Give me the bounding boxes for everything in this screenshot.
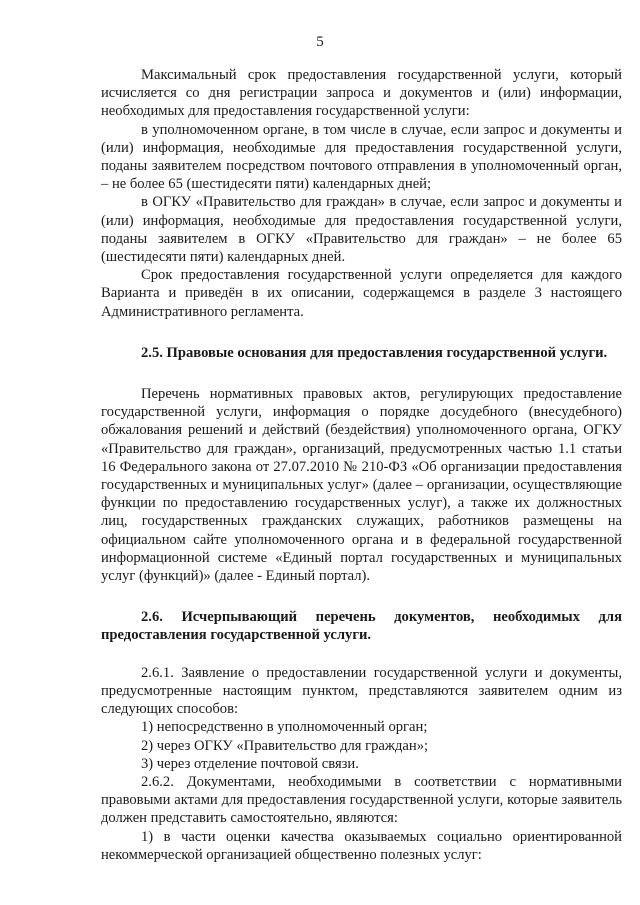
page-number: 5: [316, 34, 324, 50]
document-body: [101, 66, 622, 864]
paragraph: Максимальный срок предоставления государственной услуги, который исчисляется со дня регистрации запроса и документов и (или) информации, необходимых для предоставления государственной услуги:: [101, 67, 622, 120]
list-item: 2) через ОГКУ «Правительство для граждан»;: [141, 737, 429, 754]
list-item: 3) через отделение почтовой связи.: [141, 755, 359, 772]
paragraph: Срок предоставления государственной услуги определяется для каждого Варианта и приведён в их описании, содержащемся в разделе 3 настоящего Административного регламента.: [101, 267, 622, 320]
list-item: 1) непосредственно в уполномоченный орган;: [141, 719, 428, 736]
paragraph: 2.6.2. Документами, необходимыми в соответствии с нормативными правовыми актами для предоставления государственной услуги, которые заявитель должен представить самостоятельно, являются:: [101, 773, 622, 827]
paragraph: Перечень нормативных правовых актов, регулирующих предоставление государственной услуги, информация о порядке досудебного (внесудебного) обжалования решений и действий (бездействия) уполномоченного органа, ОГКУ «Правительство для граждан», организаций, предусмотренных частью 1.1 статьи 16 Федерального закона от 27.07.2010 № 210-ФЗ «Об организации предоставления государственных и муниципальных услуг» (далее – организации, осуществляющие функции по предоставлению государственных услуг), а также их должностных лиц, государственных гражданских служащих, работников размещены на официальном сайте уполномоченного органа и в федеральной государственной информационной системе «Единый портал государственных и муниципальных услуг (функций)» (далее - Единый портал).: [101, 386, 622, 585]
paragraph: в уполномоченном органе, в том числе в случае, если запрос и документы и (или) информация, необходимые для предоставления государственной услуги, поданы заявителем посредством почтового отправления в уполномоченный орган, – не более 65 (шестидесяти пяти) календарных дней;: [101, 121, 622, 193]
paragraph: в ОГКУ «Правительство для граждан» в случае, если запрос и документы и (или) информация, необходимые для предоставления государственной услуги, поданы заявителем в ОГКУ «Правительство для граждан» – не более 65 (шестидесяти пяти) календарных дней.: [101, 194, 622, 266]
section-heading-2-6: 2.6. Исчерпывающий перечень документов, необходимых для предоставления государственной услуги.: [101, 609, 622, 644]
section-heading-2-5: 2.5. Правовые основания для предоставления государственной услуги.: [141, 344, 608, 361]
paragraph: 2.6.1. Заявление о предоставлении государственной услуги и документы, предусмотренные настоящим пунктом, представляются заявителем одним из следующих способов:: [101, 664, 622, 718]
list-item: 1) в части оценки качества оказываемых социально ориентированной некоммерческой организацией общественно полезных услуг:: [101, 828, 622, 863]
